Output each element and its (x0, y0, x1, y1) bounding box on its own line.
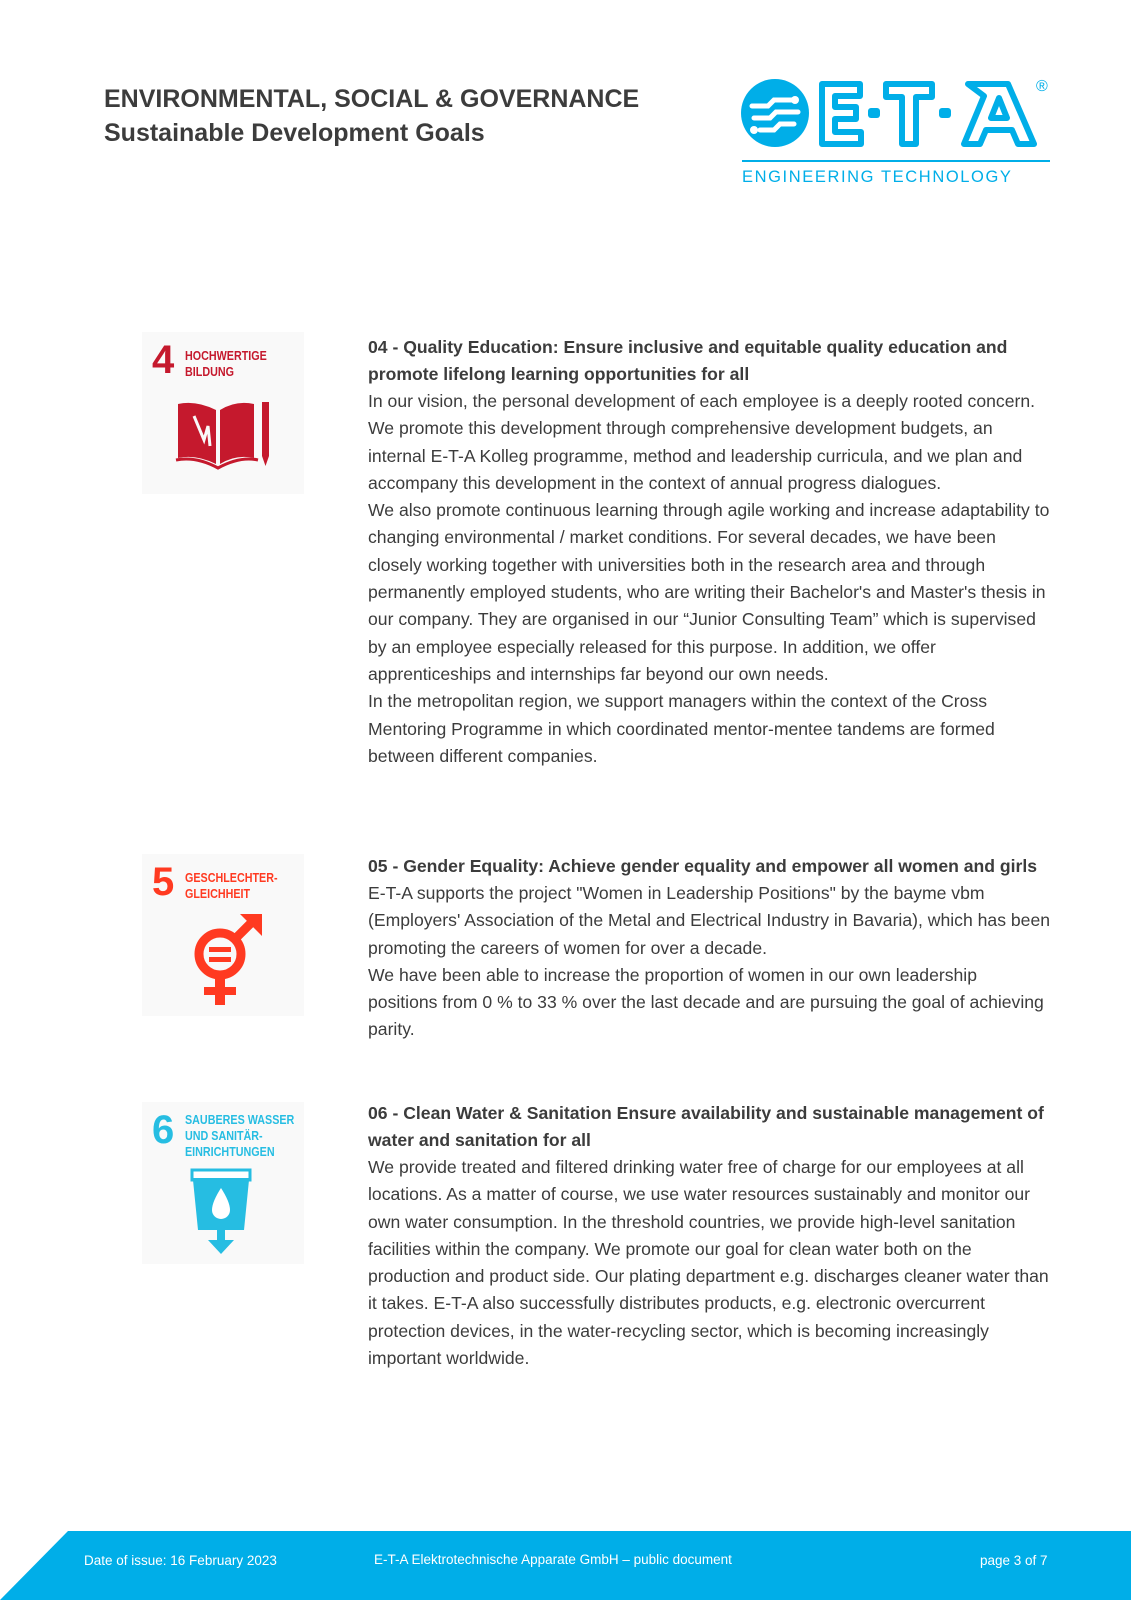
eta-logo-mark (740, 78, 1040, 158)
sdg-5-icon (142, 854, 304, 1016)
circuit-emblem-icon (741, 79, 809, 147)
open-book-pencil-icon (174, 396, 274, 476)
goal-paragraph: We provide treated and filtered drinking water free of charge for our employees at all locations. As a matter of course, we use water resources sustainably and monitor our own water consumption. In the threshold countries, we provide high-level sanitation facilities within the company. We promote our goal for clean water both on the production and product side. Our plating department e.g. discharges cleaner water than it takes. E-T-A also successfully distributes products, e.g. electronic overcurrent protection devices, in the water-recycling sector, which is becoming increasingly important worldwide. (368, 1157, 1049, 1369)
goal-title: 05 - Gender Equality: Achieve gender equality and empower all women and girls (368, 856, 1038, 876)
sdg-number: 4 (152, 338, 175, 382)
logo-divider (742, 160, 1050, 162)
sdg-label: SAUBERES WASSER UND SANITÄR- EINRICHTUNGEN (185, 1113, 295, 1159)
goal-paragraph: In our vision, the personal development of each employee is a deeply rooted concern. We promote this development through comprehensive development budgets, an internal E-T-A Kolleg programme, method and leadership curricula, and we plan and accompany this development in the context of annual progress dialogues. (368, 391, 1036, 493)
footer-date: Date of issue: 16 February 2023 (84, 1553, 277, 1568)
header-title: ENVIRONMENTAL, SOCIAL & GOVERNANCE (104, 85, 640, 113)
page-footer (0, 1531, 1131, 1600)
gender-equality-icon (184, 912, 274, 1008)
header-subtitle: Sustainable Development Goals (104, 119, 485, 147)
footer-company: E-T-A Elektrotechnische Apparate GmbH – public document (374, 1552, 732, 1567)
sdg-number: 5 (152, 860, 175, 904)
goal-paragraph: In the metropolitan region, we support managers within the context of the Cross Mentoring Programme in which coordinated mentor-mentee tandems are formed between different companies. (368, 691, 995, 766)
goal-paragraph: We also promote continuous learning through agile working and increase adaptability to changing environmental / market conditions. For several decades, we have been closely working together with universities both in the research area and through permanently employed students, who are writing their Bachelor's and Master's thesis in our company. They are organised in our “Junior Consulting Team” which is supervised by an employee especially released for this purpose. In addition, we offer apprenticeships and internships far beyond our own needs. (368, 500, 1050, 684)
registered-mark: ® (1036, 78, 1048, 95)
sdg-4-icon (142, 332, 304, 494)
logo-letter-t (886, 84, 932, 144)
logo-letter-a (964, 84, 1034, 144)
logo-tagline: ENGINEERING TECHNOLOGY (742, 168, 1013, 186)
logo-letter-e (822, 84, 861, 144)
sdg-label: HOCHWERTIGE BILDUNG (185, 349, 267, 379)
sdg-number: 6 (152, 1108, 175, 1152)
eta-logo (740, 78, 1056, 190)
goal-5-section (368, 853, 1051, 1044)
goal-title: 06 - Clean Water & Sanitation Ensure availability and sustainable management of water and sanitation for all (368, 1103, 1044, 1150)
goal-6-section (368, 1100, 1051, 1372)
goal-4-section (368, 334, 1051, 770)
water-glass-drop-icon (188, 1168, 258, 1258)
goal-title: 04 - Quality Education: Ensure inclusive and equitable quality education and promote lifelong learning opportunities for all (368, 337, 1008, 384)
document-header (104, 82, 724, 150)
goal-paragraph: We have been able to increase the proportion of women in our own leadership positions from 0 % to 33 % over the last decade and are pursuing the goal of achieving parity. (368, 964, 1044, 1040)
footer-page-number: page 3 of 7 (980, 1553, 1048, 1568)
goal-paragraph: E-T-A supports the project "Women in Leadership Positions" by the bayme vbm (Employers' Association of the Metal and Electrical Industry in Bavaria), which has been promoting the careers of women for over a decade. (368, 883, 1051, 958)
sdg-6-icon (142, 1102, 304, 1264)
sdg-label: GESCHLECHTER- GLEICHHEIT (185, 871, 278, 901)
